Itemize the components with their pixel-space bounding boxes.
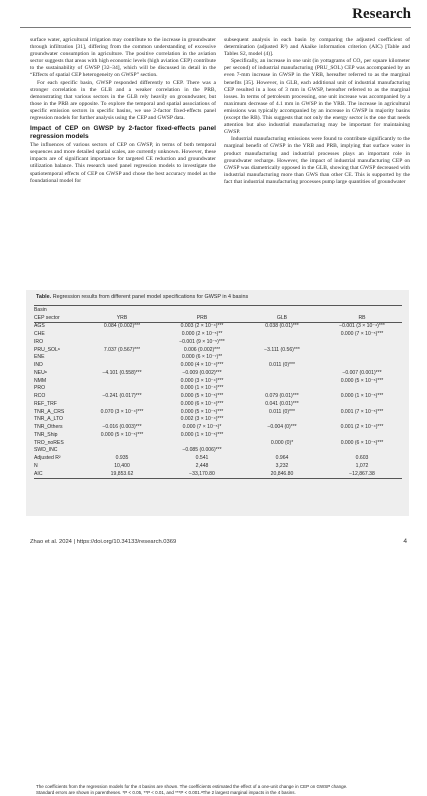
table-body	[34, 322, 402, 478]
value-cell	[322, 354, 402, 362]
table-row	[34, 322, 402, 330]
value-cell: 20,846.80	[242, 470, 322, 478]
value-cell	[82, 439, 162, 447]
value-cell: 0.000 (1 × 10⁻⁵)***	[340, 393, 384, 400]
value-cell	[82, 416, 162, 424]
sector-cell: AGS	[34, 323, 45, 330]
value-cell: 0.000 (5 × 10⁻⁵)***	[180, 408, 224, 415]
basin-column-header: GLB	[242, 314, 322, 322]
value-cell	[82, 330, 162, 338]
value-cell: 0.000 (5 × 10⁻⁵)***	[180, 393, 224, 400]
table-row	[34, 385, 402, 393]
value-cell: −33,170.80	[162, 470, 242, 478]
sector-cell: TNR_Ship	[34, 431, 58, 438]
value-cell: 0.000 (6 × 10⁻⁷)**	[181, 354, 223, 361]
value-cell	[322, 447, 402, 455]
sector-cell: TNR_A_LTO	[34, 416, 63, 423]
value-cell	[322, 400, 402, 408]
value-cell: 0.001 (2 × 10⁻⁴)***	[340, 424, 384, 431]
value-cell: 0.603	[355, 455, 369, 462]
value-cell	[322, 385, 402, 393]
value-cell: 0.006 (0.002)***	[183, 346, 221, 353]
sector-cell: TNR_Others	[34, 424, 63, 431]
value-cell: −12,867.38	[322, 470, 402, 478]
value-cell: 0.000 (7 × 10⁻⁵)***	[340, 331, 384, 338]
value-cell: 10,400	[114, 462, 130, 469]
value-cell	[322, 431, 402, 439]
table-footnotes	[36, 784, 399, 796]
table-row	[34, 447, 402, 455]
table-footnote: Standard errors are shown in parentheses. *P < 0.05, **P < 0.01, and ***P < 0.001.ᵃThe 2 largest marginal impacts in the 4 basins.	[36, 790, 296, 796]
value-cell	[242, 377, 322, 385]
value-cell: 0.038 (0.01)***	[265, 323, 299, 330]
value-cell	[322, 416, 402, 424]
regression-table	[34, 305, 402, 479]
right-text-column	[224, 37, 410, 186]
value-cell: 0.041 (0.01)***	[265, 400, 299, 407]
paragraph: Specifically, an increase in one unit (in yottagrams of CO₂ per square kilometer per second) of industrial manufacturing (PRU_SOL) CEP was accompanied by an even 7-mm increase in GWSP in the YRB, hereafter referred to as the marginal benefits [35]. However, in GLB, each additional unit of industrial manufacturing CEP resulted in a loss of 3 mm in GWSP, hereafter referred to as the marginal losses. In terms of petroleum processing, one unit increase was accompanied by a maximum decrease of 4.1 mm in GWSP in the YRB. The increase in agricultural emissions was typically accompanied by an increase in GWSP in majority basins (except the RB). This suggests that not only the energy sector is the one that needs attention but also industrial manufacturing may be important for maintaining GWSP.	[224, 58, 410, 136]
sector-cell: RCO	[34, 393, 46, 400]
sector-cell: TRO_noRES	[34, 439, 64, 446]
table-row	[34, 377, 402, 385]
table-row	[34, 431, 402, 439]
sector-cell: NEUᵃ	[34, 369, 47, 376]
value-cell	[82, 338, 162, 346]
table-row	[34, 462, 402, 470]
value-cell: −0.004 (0)***	[267, 424, 297, 431]
sector-cell: SWD_INC	[34, 447, 58, 454]
table-row	[34, 346, 402, 354]
table-row	[34, 400, 402, 408]
citation-footer: Zhao et al. 2024 | https://doi.org/10.34133/research.0369	[30, 539, 177, 545]
value-cell: 0.079 (0.01)***	[265, 393, 299, 400]
value-cell: 0.070 (3 × 10⁻⁴)***	[100, 408, 144, 415]
value-cell: −0.007 (0.001)***	[342, 369, 382, 376]
table-footnote: The coefficients from the regression models for the 4 basins are shown. The coefficients estimated the effect of a one-unit change in CEP on GWSP change.	[36, 784, 348, 789]
table-row	[34, 408, 402, 416]
value-cell: 0.002 (3 × 10⁻⁴)***	[180, 416, 224, 423]
sector-cell: PRU_SOLᵃ	[34, 346, 60, 353]
table-row	[34, 338, 402, 346]
value-cell: −3.111 (0.56)***	[264, 346, 300, 353]
sector-cell: NMM	[34, 377, 47, 384]
value-cell: −0.241 (0.017)***	[102, 393, 142, 400]
value-cell: 0.003 (2 × 10⁻⁴)***	[180, 323, 224, 330]
paragraph: For each specific basin, GWSP responded differently to CEP. There was a stronger correlation in the GLB and a weaker correlation in the PRB, demonstrating that various sectors in the GLB rely heavily on groundwater, but those in the PRB are opposite. To explore the temporal and spatial associations of specific emission sectors in specific basins, we use 2-factor fixed-effects panel regression models for further analysis using the CEP and GWSP data.	[30, 79, 216, 122]
value-cell	[82, 385, 162, 393]
sector-cell: TNR_A_CRS	[34, 408, 65, 415]
value-cell: 0.011 (0)***	[269, 362, 295, 369]
value-cell	[322, 346, 402, 354]
value-cell	[242, 431, 322, 439]
value-cell: −0.085 (0.006)***	[182, 447, 222, 454]
table-row	[34, 454, 402, 462]
value-cell: 0.935	[115, 455, 129, 462]
value-cell: 7.037 (0.567)***	[103, 346, 141, 353]
value-cell	[162, 439, 242, 447]
table-row	[34, 330, 402, 338]
sector-cell: IRO	[34, 338, 44, 345]
value-cell	[242, 369, 322, 377]
value-cell	[242, 385, 322, 393]
value-cell: 0.000 (7 × 10⁻⁵)*	[182, 424, 222, 431]
value-cell: −0.001 (3 × 10⁻⁴)***	[339, 323, 385, 330]
value-cell: 0.000 (1 × 10⁻⁴)***	[180, 385, 224, 392]
table-row	[34, 416, 402, 424]
basin-column-header: RB	[322, 314, 402, 322]
sector-cell: CHE	[34, 331, 45, 338]
table-caption-text: Regression results from different panel model specifications for GWSP in 4 basins	[52, 294, 249, 300]
value-cell: 1,072	[355, 462, 369, 469]
value-cell	[242, 338, 322, 346]
value-cell	[82, 377, 162, 385]
basin-column-header: YRB	[82, 314, 162, 322]
left-text-column	[30, 37, 216, 185]
sector-header: CEP sector	[34, 314, 82, 322]
table-row	[34, 470, 402, 478]
sector-cell: N	[34, 462, 38, 469]
sector-cell: PRO	[34, 385, 46, 392]
value-cell: −0.001 (9 × 10⁻⁵)***	[179, 338, 225, 345]
value-cell: 0.011 (0)***	[269, 408, 295, 415]
table-row	[34, 354, 402, 362]
journal-title: Research	[352, 6, 411, 22]
sector-cell: IND	[34, 362, 43, 369]
value-cell: 2,448	[195, 462, 209, 469]
value-cell	[242, 354, 322, 362]
value-cell: −0.016 (0.003)***	[102, 424, 142, 431]
table-row	[34, 439, 402, 447]
sector-cell: ENE	[34, 354, 45, 361]
value-cell	[322, 361, 402, 369]
value-cell: 0.000 (5 × 10⁻⁵)***	[340, 377, 384, 384]
table-caption-label: Table.	[36, 294, 52, 300]
value-cell: 0.001 (7 × 10⁻⁵)***	[340, 408, 384, 415]
value-cell	[242, 330, 322, 338]
value-cell	[82, 361, 162, 369]
value-cell: 3,232	[275, 462, 289, 469]
basin-header: Basin	[34, 306, 82, 314]
paragraph: surface water, agricultural irrigation may contribute to the increase in groundwater through infiltration [31], differing from the common understanding of excessive groundwater consumption in agriculture. The positive correlation in the aviation sector suggests that areas with high economic levels (high aviation CEP) contribute to the sustainability of GWSP [32–34], which will be discussed in detail in the “Effects of spatial CEP heterogeneity on GWSP” section.	[30, 37, 216, 79]
value-cell	[82, 447, 162, 455]
paragraph: subsequent analysis in each basin by comparing the adjusted coefficient of determination (adjusted R²) and Akaike information criterion (AIC) [Table and Tables S2, model (4)].	[224, 37, 410, 58]
value-cell: 0.000 (6 × 10⁻⁴)***	[180, 400, 224, 407]
value-cell: 0.000 (4 × 10⁻⁴)***	[180, 362, 224, 369]
value-cell: −4.101 (0.558)***	[102, 369, 142, 376]
header-divider	[20, 27, 411, 28]
value-cell: 0.000 (6 × 10⁻⁵)***	[340, 439, 384, 446]
table-row	[34, 361, 402, 369]
value-cell	[82, 354, 162, 362]
value-cell	[242, 447, 322, 455]
value-cell: 0.084 (0.002)***	[103, 323, 141, 330]
value-cell	[322, 338, 402, 346]
value-cell: 0.000 (0)*	[270, 439, 294, 446]
value-cell: 0.000 (1 × 10⁻⁵)***	[180, 431, 224, 438]
basin-column-header: PRB	[162, 314, 242, 322]
value-cell	[242, 416, 322, 424]
value-cell: 0.000 (5 × 10⁻⁵)***	[100, 431, 144, 438]
value-cell	[82, 400, 162, 408]
section-heading: Impact of CEP on GWSP by 2-factor fixed-effects panel regression models	[30, 125, 216, 141]
table-row	[34, 369, 402, 377]
page-number: 4	[403, 538, 407, 545]
table-row	[34, 392, 402, 400]
table-caption	[36, 294, 248, 300]
value-cell: −0.009 (0.002)***	[182, 369, 222, 376]
sector-cell: AIC	[34, 470, 82, 478]
value-cell: 0.000 (3 × 10⁻⁴)***	[180, 377, 224, 384]
paragraph: Industrial manufacturing emissions were found to contribute significantly to the marginal benefit of GWSP in the YRB and PRB, implying that surface water in product manufacturing and industrial processes plays an important role in groundwater recharge. However, the impact of industrial manufacturing CEP on GWSP was diametrically opposed in the GLB, showing that GWSP decreased with industrial manufacturing more than GWS than other CE. This is supported by the fact that industrial manufacturing processes pump large quantities of groundwater	[224, 136, 410, 185]
value-cell: 0.964	[275, 455, 289, 462]
value-cell: 19,853.62	[82, 470, 162, 478]
paragraph: The influences of various sectors of CEP on GWSP, in terms of both temporal sequences and more detailed spatial scales, are currently unknown. However, these impacts are of significant importance for targeted CE reduction and groundwater utilization balance. This research used panel regression models to investigate the spatiotemporal effects of CEP on GWSP and chose the best accuracy model as the foundational model for	[30, 142, 216, 184]
table-row	[34, 423, 402, 431]
value-cell: 0.541	[195, 455, 209, 462]
sector-cell: Adjusted R²	[34, 455, 61, 462]
sector-cell: REF_TRF	[34, 400, 57, 407]
value-cell: 0.000 (2 × 10⁻⁵)**	[181, 331, 223, 338]
